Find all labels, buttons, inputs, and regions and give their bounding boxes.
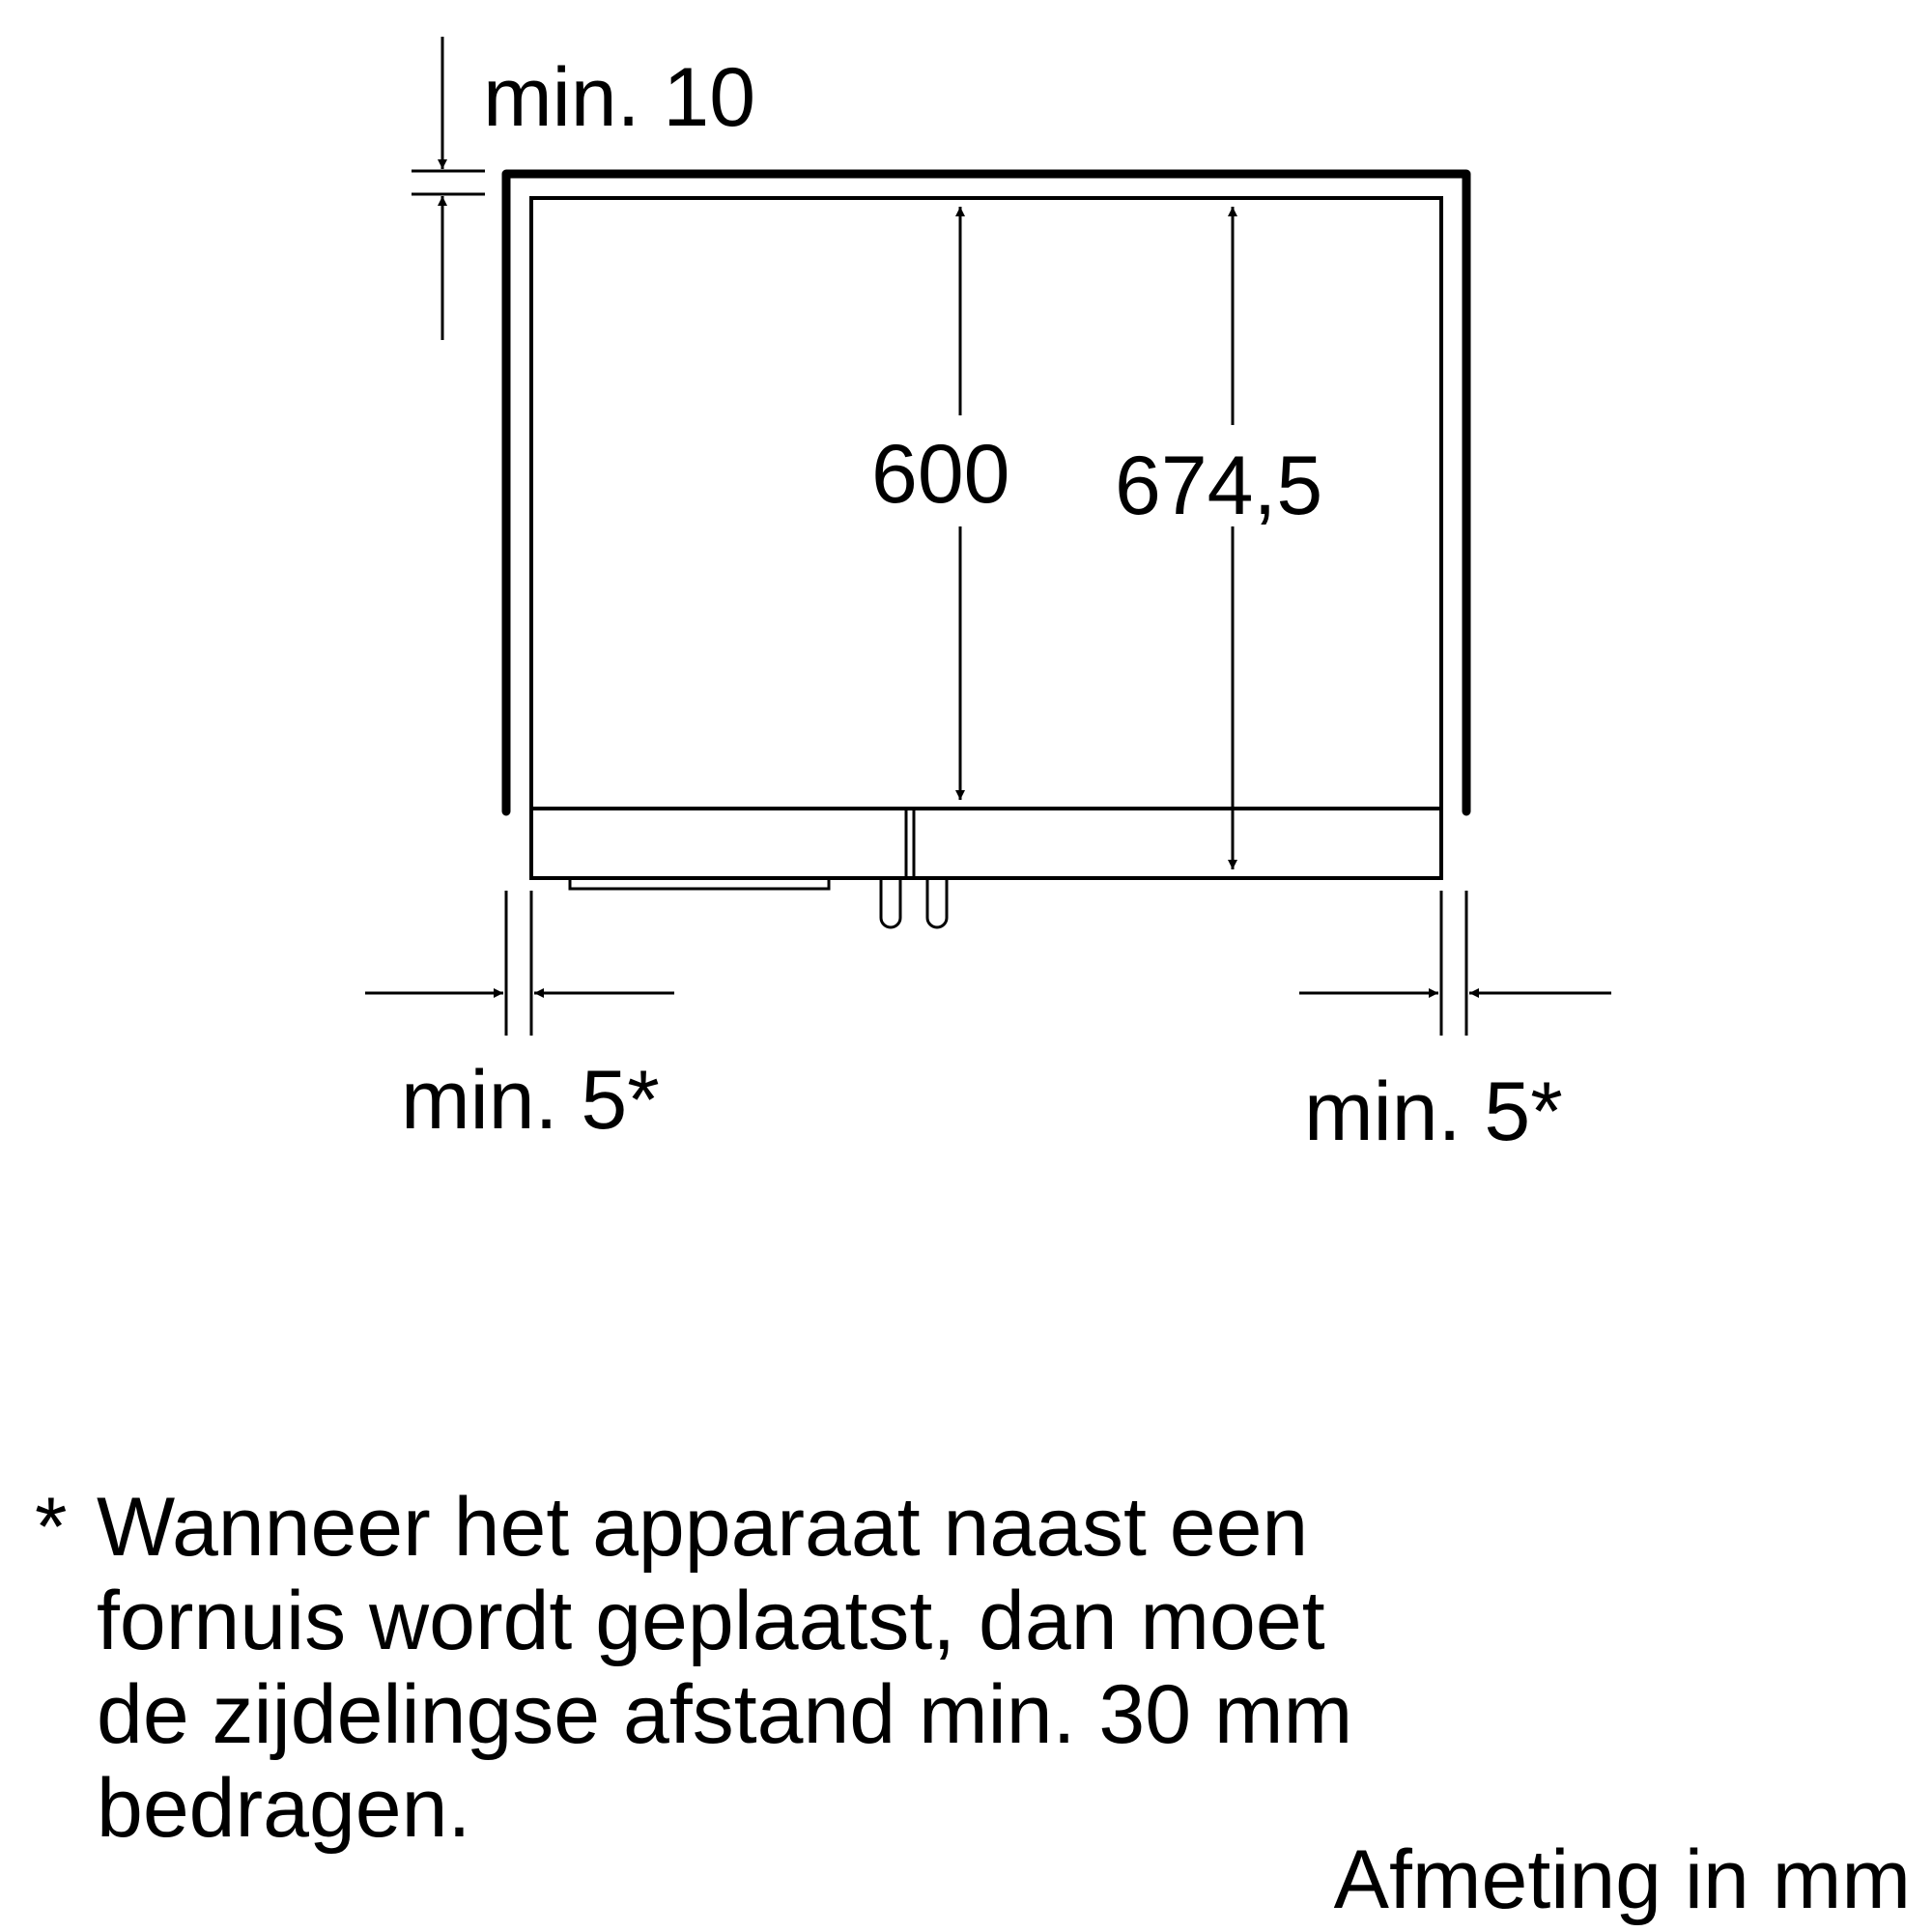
total-height-label: 674,5 xyxy=(1115,440,1323,532)
appliance-bottom-panel xyxy=(531,809,1441,878)
footnote-line: bedragen. xyxy=(97,1762,471,1855)
footnote-marker: * xyxy=(35,1481,68,1574)
right-clearance-dimension xyxy=(1299,891,1611,1036)
right-clearance-label: min. 5* xyxy=(1304,1065,1563,1158)
left-clearance-dimension xyxy=(365,891,674,1036)
top-clearance-dimension xyxy=(412,37,485,340)
footnote-line: de zijdelingse afstand min. 30 mm xyxy=(97,1668,1353,1761)
appliance-connector xyxy=(927,878,947,927)
appliance-connector xyxy=(881,878,900,927)
top-clearance-label: min. 10 xyxy=(483,51,756,144)
unit-note: Afmeting in mm xyxy=(1333,1833,1911,1926)
footnote-line: Wanneer het apparaat naast een xyxy=(97,1481,1309,1574)
inner-height-label: 600 xyxy=(871,428,1010,521)
left-clearance-label: min. 5* xyxy=(401,1054,660,1147)
footnote-line: fornuis wordt geplaatst, dan moet xyxy=(97,1575,1325,1667)
